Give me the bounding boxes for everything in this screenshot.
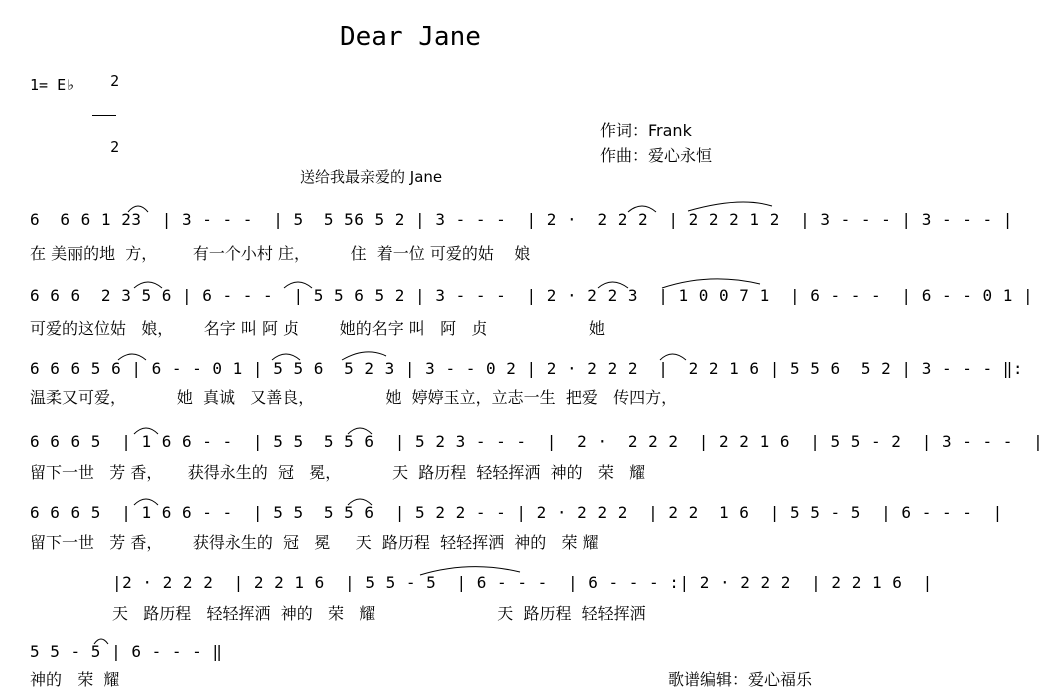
slur-arc — [342, 352, 386, 360]
slur-arc — [660, 354, 686, 360]
lyric-row-3: 温柔又可爱， 她 真诚 又善良， 她 婷婷玉立，立志一生 把爱 传四方， — [30, 388, 678, 407]
slur-arc — [128, 206, 148, 212]
slur-arc — [284, 282, 312, 288]
notation-row-5: 6 6 6 5 | 1 6 6 - - | 5 5 5 5 6 | 5 2 2 - - | 2 · 2 2 2 | 2 2 1 6 | 5 5 - 5 | 6 - - - | — [30, 503, 1003, 522]
meter-bottom: 2 — [110, 138, 120, 156]
tie-arc — [662, 279, 760, 288]
tie-arc — [688, 202, 772, 211]
notation-row-4: 6 6 6 5 | 1 6 6 - - | 5 5 5 5 6 | 5 2 3 - - - | 2 · 2 2 2 | 2 2 1 6 | 5 5 - 2 | 3 - - - | — [30, 432, 1043, 451]
key-signature: 1= E♭ — [30, 76, 76, 94]
lyric-row-2: 可爱的这位姑 娘， 名字 叫 阿 贞 她的名字 叫 阿 贞 她 — [30, 319, 606, 338]
lyric-row-4: 留下一世 芳 香， 获得永生的 冠 冕， 天 路历程 轻轻挥洒 神的 荣 耀 — [30, 463, 646, 482]
notation-row-7: 5 5 - 5 | 6 - - - ‖ — [30, 642, 223, 661]
slur-arc — [134, 428, 158, 434]
tie-arc — [420, 567, 520, 575]
slur-arc — [118, 354, 146, 360]
slur-arc — [134, 282, 162, 288]
dedication-line: 送给我最亲爱的 Jane — [300, 168, 443, 186]
meter-top: 2 — [110, 72, 120, 90]
notation-row-1: 6 6 6 1 23 | 3 - - - | 5 5 56 5 2 | 3 - - - | 2 · 2 2 2 | 2 2 2 1 2 | 3 - - - | 3 - - - | — [30, 210, 1013, 229]
lyric-row-5: 留下一世 芳 香， 获得永生的 冠 冕 天 路历程 轻轻挥洒 神的 荣 耀 — [30, 533, 599, 552]
score-editor-credit: 歌谱编辑：爱心福乐 — [668, 670, 813, 689]
slur-arc — [134, 499, 158, 505]
slur-arc — [94, 639, 108, 644]
notation-row-6: |2 · 2 2 2 | 2 2 1 6 | 5 5 - 5 | 6 - - - | 6 - - - :| 2 · 2 2 2 | 2 2 1 6 | — [112, 573, 933, 592]
lyric-row-1: 在 美丽的地 方， 有一个小村 庄， 住 着一位 可爱的姑 娘 — [30, 244, 531, 263]
composer-credit: 作曲：爱心永恒 — [600, 146, 713, 165]
slur-arc — [348, 428, 372, 434]
lyric-row-7: 神的 荣 耀 — [30, 670, 120, 689]
lyric-row-6: 天 路历程 轻轻挥洒 神的 荣 耀 天 路历程 轻轻挥洒 — [112, 604, 646, 623]
lyricist-credit: 作词：Frank — [600, 121, 692, 140]
slur-arc — [348, 499, 372, 505]
notation-row-2: 6 6 6 2 3 5 6 | 6 - - - | 5 5 6 5 2 | 3 - - - | 2 · 2 2 3 | 1 0 0 7 1 | 6 - - - | 6 - - 0 1 | — [30, 286, 1034, 305]
slur-arc — [598, 282, 628, 288]
notation-row-3: 6 6 6 5 6 | 6 - - 0 1 | 5 5 6 5 2 3 | 3 - - 0 2 | 2 · 2 2 2 | 2 2 1 6 | 5 5 6 5 2 | 3 - - - ‖: — [30, 359, 1024, 378]
slur-arc — [272, 354, 300, 360]
slur-arc — [628, 206, 656, 212]
